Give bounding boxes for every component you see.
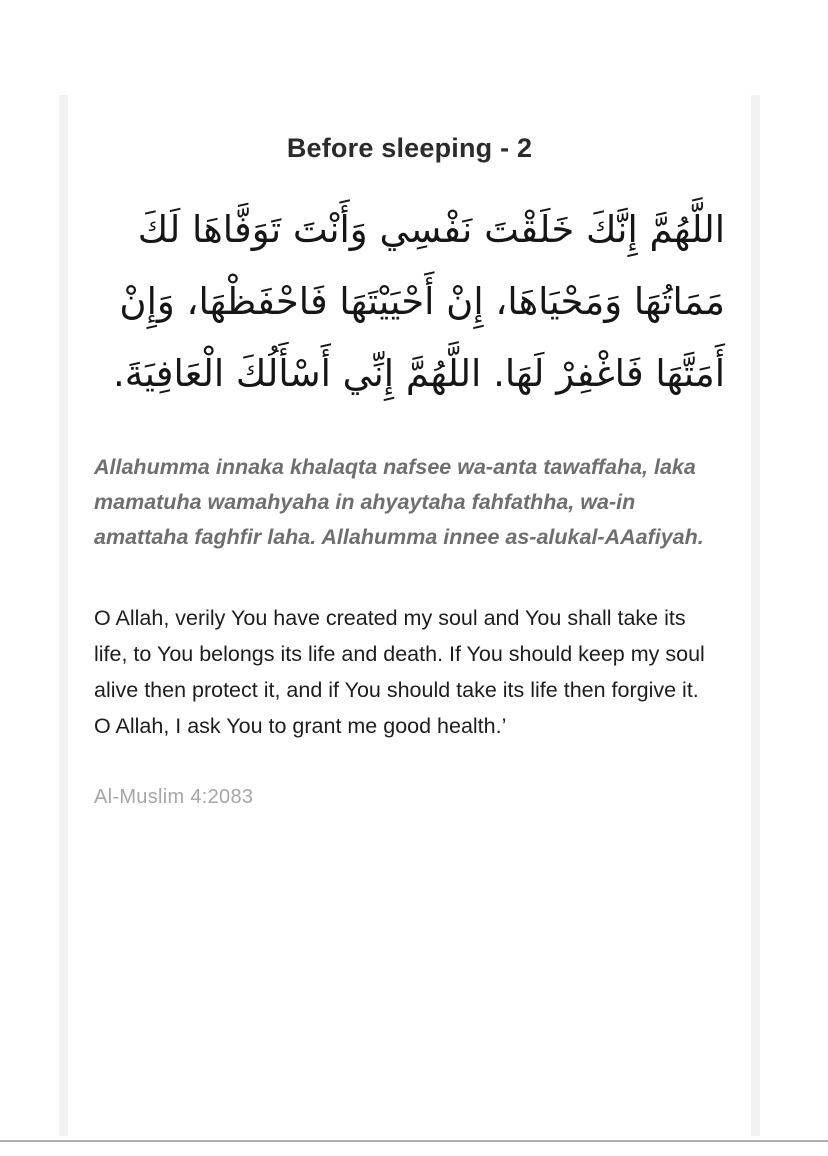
card-right-edge-band bbox=[751, 95, 760, 1136]
translation-text: O Allah, verily You have created my soul and You shall take its life, to You belongs its life and death. If You should keep my soul alive then protect it, and if You should take its life then forgive it. O Allah, I ask You to grant me good health.’ bbox=[94, 605, 705, 739]
transliteration-text: Allahumma innaka khalaqta nafsee wa-anta tawaffaha, laka mamatuha wamahyaha in ahyaytaha fahfathha, wa-in amattaha faghfir laha. Allahumma innee as-alukal-AAafiyah. bbox=[94, 455, 704, 550]
bottom-divider bbox=[0, 1140, 828, 1142]
card-left-edge-band bbox=[59, 95, 68, 1136]
arabic-text: اللَّهُمَّ إِنَّكَ خَلَقْتَ نَفْسِي وَأَنْتَ تَوَفَّاهَا لَكَ مَمَاتُهَا وَمَحْيَاهَا، إِنْ أَحْيَيْتَهَا فَاحْفَظْهَا، وَإِنْ أَمَتَّهَا فَاغْفِرْ لَهَا. اللَّهُمَّ إِنِّي أَسْأَلُكَ الْعَافِيَةَ. bbox=[113, 208, 725, 396]
page-title: Before sleeping - 2 bbox=[286, 133, 533, 163]
source-reference: Al-Muslim 4:2083 bbox=[94, 786, 254, 809]
dua-card bbox=[68, 95, 751, 1136]
